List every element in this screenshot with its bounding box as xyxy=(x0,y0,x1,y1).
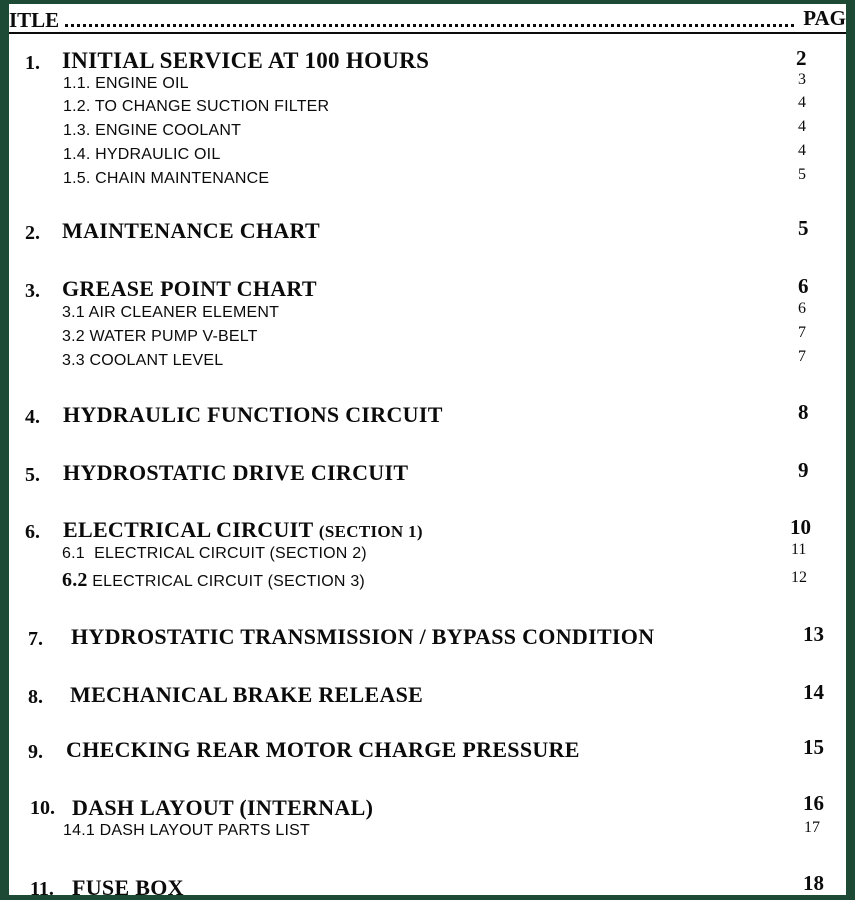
entry-page: 15 xyxy=(803,735,824,759)
entry-title: CHECKING REAR MOTOR CHARGE PRESSURE xyxy=(66,737,580,762)
subentry-page: 4 xyxy=(798,118,806,135)
entry-page: 5 xyxy=(798,216,809,240)
entry-number: 9. xyxy=(28,741,43,763)
subentry-page: 17 xyxy=(804,819,820,836)
subentry-title: 14.1 DASH LAYOUT PARTS LIST xyxy=(63,822,310,839)
entry-title: HYDROSTATIC TRANSMISSION / BYPASS CONDITION xyxy=(71,624,655,649)
entry-number: 6. xyxy=(25,521,40,543)
entry-number: 7. xyxy=(28,628,43,650)
subentry-number: 6.2 xyxy=(62,569,88,591)
frame-bottom xyxy=(0,895,855,900)
subentry-page: 5 xyxy=(798,166,806,183)
subentry-title: 3.1 AIR CLEANER ELEMENT xyxy=(62,304,280,321)
entry-page: 2 xyxy=(796,46,807,70)
entry-title: FUSE BOX xyxy=(72,875,184,895)
subentry-title: 6.1 ELECTRICAL CIRCUIT (SECTION 2) xyxy=(62,545,367,562)
entry-number: 5. xyxy=(25,464,40,486)
entry-title: GREASE POINT CHART xyxy=(62,276,317,301)
subentry-page: 12 xyxy=(791,569,807,586)
subentry-page: 7 xyxy=(798,324,806,341)
subentry-title: 1.5. CHAIN MAINTENANCE xyxy=(63,170,270,187)
header-page: PAG xyxy=(803,6,846,30)
entry-page: 6 xyxy=(798,274,809,298)
entry-number: 2. xyxy=(25,222,40,244)
entry-title: MECHANICAL BRAKE RELEASE xyxy=(70,682,424,707)
header-title: ITLE xyxy=(9,8,60,32)
subentry-page: 6 xyxy=(798,300,806,317)
header-rule xyxy=(9,32,846,34)
entry-title-main: ELECTRICAL CIRCUIT xyxy=(63,517,319,542)
entry-title xyxy=(63,517,423,543)
subentry-title: 3.3 COOLANT LEVEL xyxy=(62,352,224,369)
entry-title: INITIAL SERVICE AT 100 HOURS xyxy=(62,48,430,73)
subentry-title: 1.1. ENGINE OIL xyxy=(63,75,189,92)
subentry-title: ELECTRICAL CIRCUIT (SECTION 3) xyxy=(87,573,365,590)
entry-title: MAINTENANCE CHART xyxy=(62,218,320,243)
frame-right xyxy=(846,0,855,900)
entry-number: 3. xyxy=(25,280,40,302)
entry-title: HYDROSTATIC DRIVE CIRCUIT xyxy=(63,460,409,485)
entry-number: 11. xyxy=(30,878,54,895)
header-leader-dots xyxy=(65,24,794,27)
entry-title-suffix: (SECTION 1) xyxy=(318,522,423,541)
entry-number: 8. xyxy=(28,686,43,708)
entry-title: HYDRAULIC FUNCTIONS CIRCUIT xyxy=(63,402,443,427)
subentry-title: 3.2 WATER PUMP V-BELT xyxy=(62,328,258,345)
subentry-title: 1.2. TO CHANGE SUCTION FILTER xyxy=(63,98,330,115)
frame-left xyxy=(0,0,9,900)
entry-page: 9 xyxy=(798,458,809,482)
entry-page: 10 xyxy=(790,515,811,539)
subentry-page: 7 xyxy=(798,348,806,365)
toc-header xyxy=(9,8,846,32)
subentry-title: 1.3. ENGINE COOLANT xyxy=(63,122,242,139)
subentry-title-wrap xyxy=(62,569,365,592)
entry-number: 10. xyxy=(30,797,55,819)
entry-number: 1. xyxy=(25,52,40,74)
entry-number: 4. xyxy=(25,406,40,428)
subentry-page: 11 xyxy=(791,541,807,558)
subentry-page: 4 xyxy=(798,94,806,111)
entry-page: 14 xyxy=(803,680,824,704)
entry-page: 8 xyxy=(798,400,809,424)
entry-page: 13 xyxy=(803,622,824,646)
subentry-title: 1.4. HYDRAULIC OIL xyxy=(63,146,221,163)
entry-page: 16 xyxy=(803,791,824,815)
subentry-page: 3 xyxy=(798,71,806,88)
entry-title: DASH LAYOUT (INTERNAL) xyxy=(72,795,374,820)
entry-page: 18 xyxy=(803,871,824,895)
subentry-page: 4 xyxy=(798,142,806,159)
toc-page xyxy=(9,4,846,895)
